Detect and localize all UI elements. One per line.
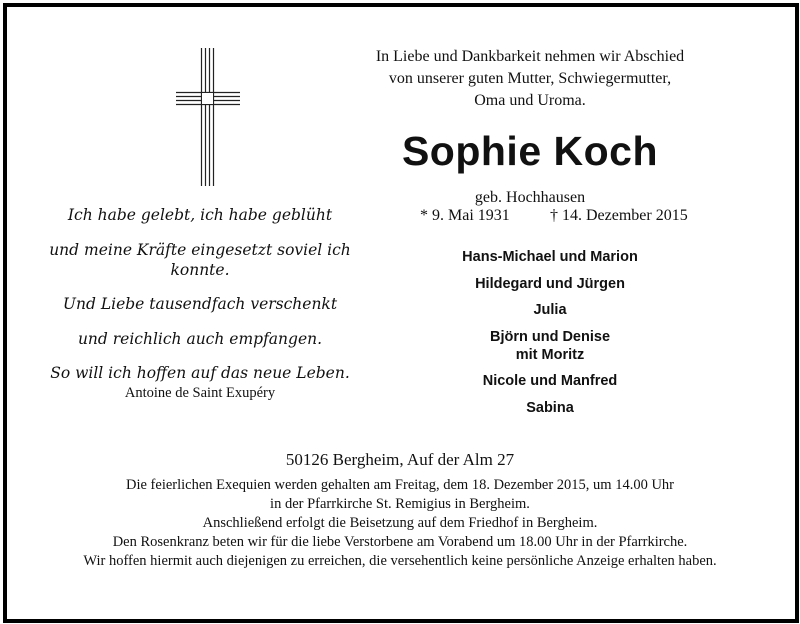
mourner: Björn und Denise: [489, 328, 611, 345]
mourner: Nicole und Manfred: [482, 373, 618, 389]
cross-icon: [176, 48, 240, 186]
ceremony-line: Die feierlichen Exequien werden gehalten am Freitag, dem 18. Dezember 2015, um 14.00 Uhr: [126, 477, 674, 493]
poem-line: Ich habe gelebt, ich habe geblüht: [67, 206, 333, 224]
intro-line: Oma und Uroma.: [474, 92, 586, 109]
address: 50126 Bergheim, Auf der Alm 27: [285, 450, 515, 469]
birth-date: * 9. Mai 1931: [420, 207, 510, 224]
poem-line: und reichlich auch empfangen.: [77, 329, 323, 348]
birth-name: geb. Hochhausen: [474, 189, 586, 206]
mourner: Julia: [533, 302, 567, 318]
mourner: mit Moritz: [515, 346, 585, 363]
mourners-list: [400, 248, 700, 425]
poem-line: Und Liebe tausendfach verschenkt: [62, 295, 338, 313]
ceremony-line: Den Rosenkranz beten wir für die liebe Verstorbene am Vorabend um 18.00 Uhr in der Pfarrkirche.: [112, 534, 688, 550]
poem-line: und meine Kräfte eingesetzt soviel ich konnte.: [49, 240, 351, 279]
intro-text: [360, 46, 700, 112]
mourner: Hildegard und Jürgen: [475, 275, 625, 292]
intro-line: In Liebe und Dankbarkeit nehmen wir Abschied: [375, 48, 685, 65]
poem-line: So will ich hoffen auf das neue Leben.: [50, 364, 350, 382]
mourner: Hans-Michael und Marion: [462, 249, 638, 265]
ceremony-line: Wir hoffen hiermit auch diejenigen zu erreichen, die versehentlich keine persönliche Anzeige erhalten haben.: [83, 553, 717, 569]
death-date: † 14. Dezember 2015: [550, 207, 688, 224]
intro-line: von unserer guten Mutter, Schwiegermutter,: [388, 70, 672, 87]
mourner: Sabina: [526, 399, 574, 416]
deceased-name: Sophie Koch: [401, 128, 659, 174]
poem-author: Antoine de Saint Exupéry: [124, 385, 276, 401]
ceremony-info: [0, 476, 800, 571]
ceremony-line: in der Pfarrkirche St. Remigius in Bergheim.: [270, 496, 530, 512]
poem: [30, 205, 370, 398]
ceremony-line: Anschließend erfolgt die Beisetzung auf dem Friedhof in Bergheim.: [202, 515, 598, 531]
